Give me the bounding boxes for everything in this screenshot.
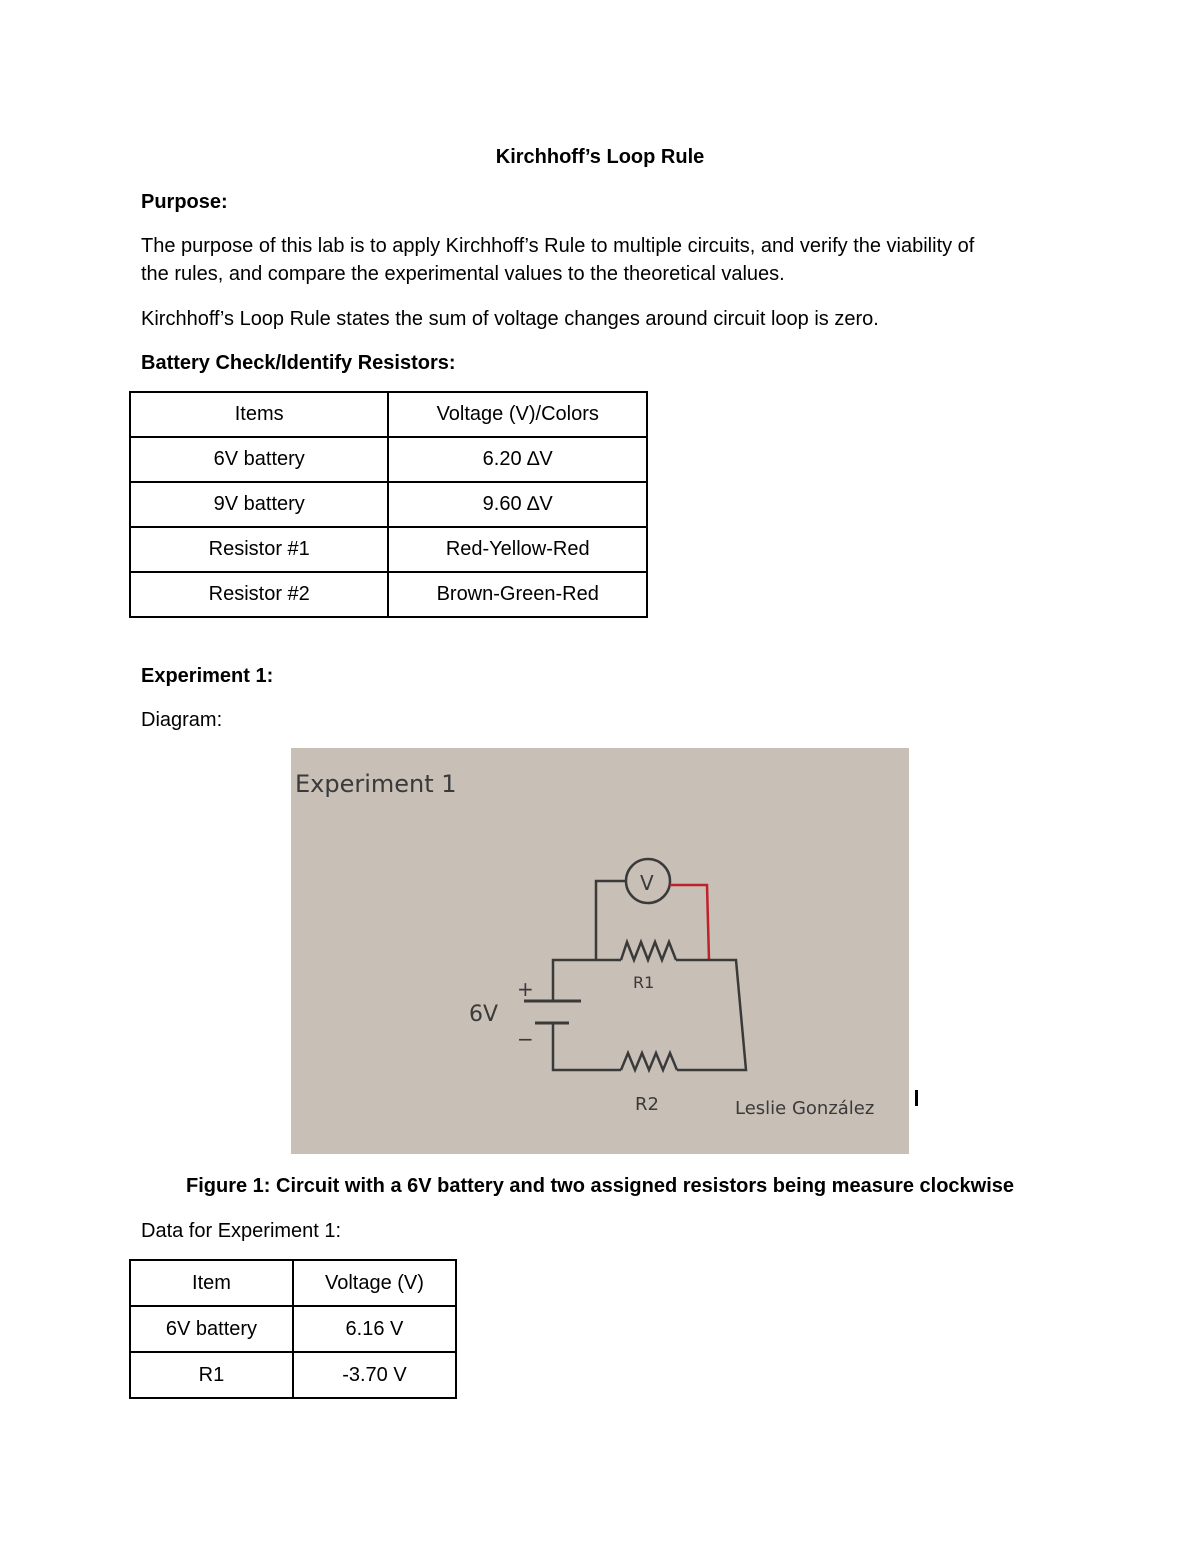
battery-plus-sign: + [517,977,534,1001]
table-cell: 6.16 V [293,1306,456,1352]
table-cell: -3.70 V [293,1352,456,1398]
purpose-text-line-2: the rules, and compare the experimental values to the theoretical values. [141,263,785,285]
table-row [130,437,647,482]
table-cell: R1 [130,1352,293,1398]
battery-check-heading: Battery Check/Identify Resistors: [141,352,456,374]
battery-label: 6V [469,1002,499,1027]
right-wire [676,960,746,1070]
diagram-heading: Diagram: [141,709,223,731]
table-cell: 9V battery [130,482,388,527]
experiment-data-table [129,1259,457,1399]
table-cell: Resistor #2 [130,572,388,617]
battery-check-table [129,391,648,618]
table-header-cell: Voltage (V)/Colors [388,392,647,437]
table-cell: 6V battery [130,1306,293,1352]
table-header-cell: Voltage (V) [293,1260,456,1306]
table-row [130,1352,456,1398]
table-header-cell: Items [130,392,388,437]
data-heading: Data for Experiment 1: [141,1220,342,1242]
voltmeter-lead-red [670,885,709,960]
loop-rule-statement: Kirchhoff’s Loop Rule states the sum of voltage changes around circuit loop is zero. [141,308,879,330]
table-row [130,527,647,572]
purpose-text-line-1: The purpose of this lab is to apply Kirchhoff’s Rule to multiple circuits, and verify the viability of [141,235,975,257]
table-cell: Resistor #1 [130,527,388,572]
circuit-diagram-photo [291,748,909,1154]
resistor-r2-label: R2 [635,1094,659,1115]
figure-caption: Figure 1: Circuit with a 6V battery and two assigned resistors being measure clockwise [185,1175,1015,1197]
table-row [130,1306,456,1352]
table-cell: 9.60 ∆V [388,482,647,527]
diagram-handwritten-title: Experiment 1 [295,770,457,798]
experiment-heading: Experiment 1: [141,665,274,687]
table-header-row [130,1260,456,1306]
table-cell: Brown-Green-Red [388,572,647,617]
resistor-r1-label: R1 [633,973,655,992]
signature: Leslie González [735,1098,875,1119]
circuit-diagram [291,748,909,1154]
resistor-r1-zigzag [621,942,676,960]
purpose-heading: Purpose: [141,191,228,213]
table-cell: Red-Yellow-Red [388,527,647,572]
table-header-row [130,392,647,437]
voltmeter-lead-black [596,881,626,960]
page-title: Kirchhoff’s Loop Rule [495,146,705,168]
resistor-r2-zigzag [621,1053,677,1070]
table-cell: 6.20 ∆V [388,437,647,482]
stray-mark [915,1090,918,1106]
voltmeter-label: V [640,871,654,895]
table-cell: 6V battery [130,437,388,482]
table-header-cell: Item [130,1260,293,1306]
table-row [130,572,647,617]
top-wire-left [553,960,621,988]
battery-minus-sign: − [517,1027,534,1051]
bottom-wire-left [553,1023,621,1070]
table-row [130,482,647,527]
